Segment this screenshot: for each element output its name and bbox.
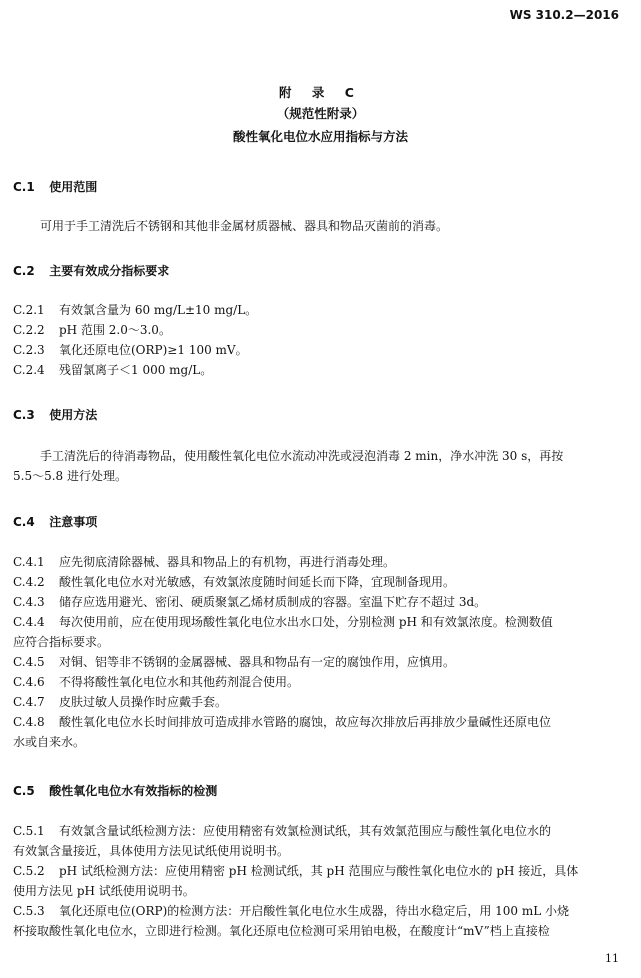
c3-text-line2: 5.5～5.8 进行处理。	[13, 469, 127, 483]
item-number: C.5.2	[13, 864, 45, 878]
item-text: 储存应选用避光、密闭、硬质聚氯乙烯材质制成的容器。室温下贮存不超过 3d。	[59, 595, 487, 609]
section-heading-c2	[13, 262, 169, 279]
page-number: 11	[605, 952, 619, 965]
list-item-c2-3	[13, 341, 627, 360]
item-number: C.2.2	[13, 323, 45, 337]
item-text: 应先彻底清除器械、器具和物品上的有机物，再进行消毒处理。	[59, 555, 396, 569]
list-item-c5-2	[13, 862, 627, 881]
item-text: 氧化还原电位(ORP)≥1 100 mV。	[59, 343, 248, 357]
section-number: C.1	[13, 180, 35, 194]
item-text: 每次使用前，应在使用现场酸性氧化电位水出水口处，分别检测 pH 和有效氯浓度。检测数值	[59, 615, 553, 629]
list-item-c2-2	[13, 321, 627, 340]
item-text: 有效氯含量为 60 mg/L±10 mg/L。	[59, 303, 258, 317]
item-text: pH 范围 2.0～3.0。	[59, 323, 171, 337]
item-text: 酸性氧化电位水对光敏感，有效氯浓度随时间延长而下降，宜现制备现用。	[59, 575, 456, 589]
section-title: 使用范围	[49, 180, 98, 194]
item-text: 对铜、铝等非不锈钢的金属器械、器具和物品有一定的腐蚀作用，应慎用。	[59, 655, 456, 669]
list-item-c4-5	[13, 653, 627, 672]
list-item-c4-3	[13, 593, 627, 612]
item-text: 酸性氧化电位水长时间排放可造成排水管路的腐蚀，故应每次排放后再排放少量碱性还原电位	[59, 715, 552, 729]
section-number: C.2	[13, 264, 35, 278]
standard-code: WS 310.2—2016	[509, 8, 619, 22]
item-number: C.4.6	[13, 675, 45, 689]
list-item-c5-2-cont: 使用方法见 pH 试纸使用说明书。	[13, 884, 195, 898]
section-number: C.4	[13, 515, 35, 529]
section-heading-c1	[13, 178, 97, 195]
section-heading-c5	[13, 782, 217, 799]
section-heading-c3	[13, 406, 97, 423]
list-item-c5-1-cont: 有效氯含量接近，具体使用方法见试纸使用说明书。	[13, 844, 290, 858]
item-text: 残留氯离子＜1 000 mg/L。	[59, 363, 213, 377]
item-number: C.4.4	[13, 615, 45, 629]
section-title: 使用方法	[49, 408, 98, 422]
item-text: 氧化还原电位(ORP)的检测方法：开启酸性氧化电位水生成器，待出水稳定后，用 100 mL 小烧	[59, 904, 570, 918]
section-number: C.5	[13, 784, 35, 798]
annex-type: （规范性附录）	[276, 106, 365, 121]
item-number: C.4.7	[13, 695, 45, 709]
list-item-c2-4	[13, 361, 627, 380]
list-item-c4-4-cont: 应符合指标要求。	[13, 635, 110, 649]
list-item-c4-8	[13, 713, 627, 732]
item-text: pH 试纸检测方法：应使用精密 pH 检测试纸，其 pH 范围应与酸性氧化电位水的 pH 接近，具体	[59, 864, 579, 878]
item-number: C.4.1	[13, 555, 45, 569]
item-text: 皮肤过敏人员操作时应戴手套。	[59, 695, 228, 709]
section-number: C.3	[13, 408, 35, 422]
item-text: 有效氯含量试纸检测方法：应使用精密有效氯检测试纸，其有效氯范围应与酸性氧化电位水的	[59, 824, 552, 838]
item-number: C.4.2	[13, 575, 45, 589]
list-item-c2-1	[13, 301, 627, 320]
item-text: 不得将酸性氧化电位水和其他药剂混合使用。	[59, 675, 300, 689]
list-item-c4-1	[13, 553, 627, 572]
list-item-c4-2	[13, 573, 627, 592]
section-title: 酸性氧化电位水有效指标的检测	[49, 784, 218, 798]
c3-text-line1: 手工清洗后的待消毒物品，使用酸性氧化电位水流动冲洗或浸泡消毒 2 min，净水冲洗 30 s，再按	[40, 449, 564, 463]
item-number: C.4.5	[13, 655, 45, 669]
annex-name: 酸性氧化电位水应用指标与方法	[232, 129, 408, 144]
list-item-c5-1	[13, 822, 627, 841]
section-title: 注意事项	[49, 515, 98, 529]
item-number: C.2.3	[13, 343, 45, 357]
section-heading-c4	[13, 513, 97, 530]
list-item-c4-7	[13, 693, 627, 712]
c1-text: 可用于手工清洗后不锈钢和其他非金属材质器械、器具和物品灭菌前的消毒。	[40, 219, 449, 233]
item-number: C.5.1	[13, 824, 45, 838]
item-number: C.2.4	[13, 363, 45, 377]
item-number: C.5.3	[13, 904, 45, 918]
list-item-c5-3-cont: 杯接取酸性氧化电位水，立即进行检测。氧化还原电位检测可采用铂电极，在酸度计“mV”档上直接检	[13, 924, 550, 938]
section-title: 主要有效成分指标要求	[49, 264, 170, 278]
list-item-c4-6	[13, 673, 627, 692]
item-number: C.4.3	[13, 595, 45, 609]
annex-title: 附 录 C	[279, 85, 362, 100]
item-number: C.4.8	[13, 715, 45, 729]
item-number: C.2.1	[13, 303, 45, 317]
list-item-c5-3	[13, 902, 627, 921]
list-item-c4-4	[13, 613, 627, 632]
list-item-c4-8-cont: 水或自来水。	[13, 735, 86, 749]
